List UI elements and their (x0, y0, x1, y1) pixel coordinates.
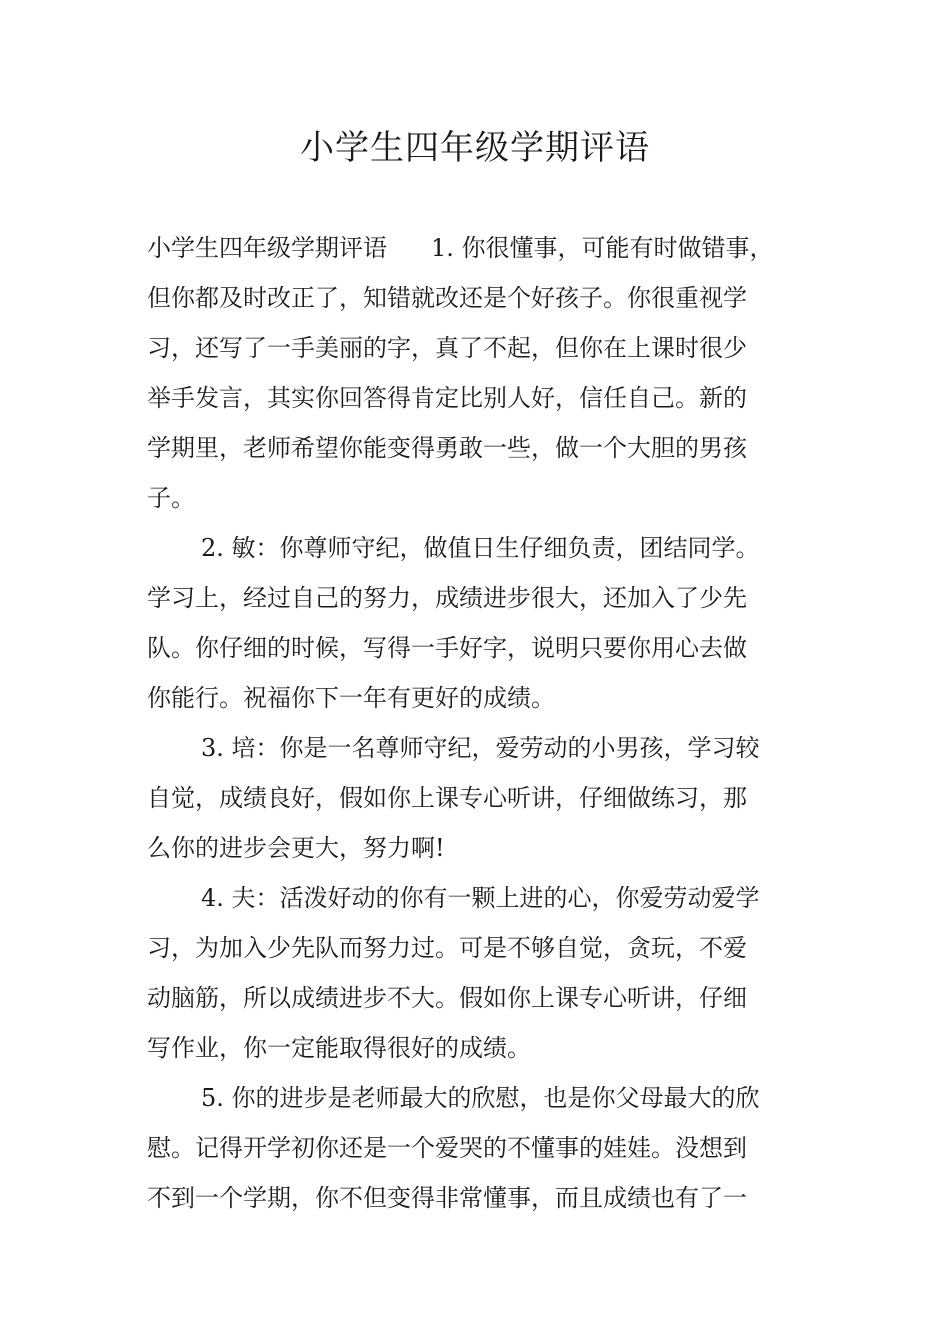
text-line: 写作业，你一定能取得很好的成绩。 (147, 1034, 531, 1062)
text-line (147, 223, 817, 273)
text-line: 你能行。祝福你下一年有更好的成绩。 (147, 684, 555, 712)
document-body (147, 223, 817, 1223)
text-line: 习，还写了一手美丽的字，真了不起，但你在上课时很少 (147, 334, 747, 362)
text-line: 举手发言，其实你回答得肯定比别人好，信任自己。新的 (147, 384, 747, 412)
inline-heading: 小学生四年级学期评语 (147, 234, 387, 262)
text-line: 子。 (147, 484, 195, 512)
text-line: 队。你仔细的时候，写得一手好字，说明只要你用心去做 (147, 634, 747, 662)
text-line: 慰。记得开学初你还是一个爱哭的不懂事的娃娃。没想到 (147, 1134, 747, 1162)
text-line: 但你都及时改正了，知错就改还是个好孩子。你很重视学 (147, 284, 747, 312)
text-line: 么你的进步会更大，努力啊! (147, 834, 445, 862)
text-line: 不到一个学期，你不但变得非常懂事，而且成绩也有了一 (147, 1184, 747, 1212)
text-line: 3. 培：你是一名尊师守纪，爱劳动的小男孩，学习较 (201, 734, 760, 762)
text-line: 5. 你的进步是老师最大的欣慰，也是你父母最大的欣 (201, 1084, 760, 1112)
text-line: 自觉，成绩良好，假如你上课专心听讲，仔细做练习，那 (147, 784, 747, 812)
text-line: 习，为加入少先队而努力过。可是不够自觉，贪玩，不爱 (147, 934, 747, 962)
text-line: 2. 敏：你尊师守纪，做值日生仔细负责，团结同学。 (201, 534, 760, 562)
text-line: 学习上，经过自己的努力，成绩进步很大，还加入了少先 (147, 584, 747, 612)
text-line: 学期里，老师希望你能变得勇敢一些，做一个大胆的男孩 (147, 434, 747, 462)
text-line: 动脑筋，所以成绩进步不大。假如你上课专心听讲，仔细 (147, 984, 747, 1012)
document-title: 小学生四年级学期评语 (300, 128, 650, 168)
comment-1-start: 1. 你很懂事，可能有时做错事， (431, 234, 774, 262)
text-line: 4. 夫：活泼好动的你有一颗上进的心，你爱劳动爱学 (201, 884, 760, 912)
